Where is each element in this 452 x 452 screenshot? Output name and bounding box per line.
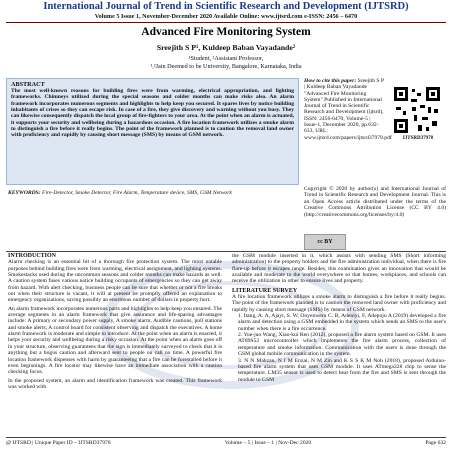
right-column bbox=[232, 253, 446, 383]
keywords bbox=[8, 190, 298, 196]
literature-heading: LITERATURE SURVEY bbox=[232, 287, 298, 294]
page-footer bbox=[6, 440, 446, 446]
introduction-heading: INTRODUCTION bbox=[8, 253, 57, 259]
abstract-heading: ABSTRACT bbox=[11, 81, 45, 88]
keywords-text: Fire-Detector, Smoke Detector, Fire Alarm, Temperature device, SMS, GSM Network bbox=[42, 190, 232, 196]
footer-page: Page 632 bbox=[425, 440, 446, 446]
cite-body: Sreejith S P | Kuldeep Baban Vayadande "Advanced Fire Monitoring System" Published in International Journal of Trend in Scientific Research and Development (ijtsrd), ISSN: 2456-6470, Volume-5 | Issue-1, December 2020, pp.632-633, URL: www.ijtsrd.com/papers/ijtsrd37978.pdf bbox=[304, 78, 392, 141]
paragraph: In the proposed system, an alarm and identification framework was created. This framework was worked with bbox=[8, 377, 222, 390]
volume-line: Volume 5 Issue 1, November-December 2020 Available Online: www.ijtsrd.com e-ISSN: 2456 – 6470 bbox=[94, 13, 358, 20]
introduction-paragraph: Alarm checking is an essential bit of a thorough fire protection system. The most notable purposes behind building fires were from warming, electrical assignment, and lighting systems. Smokestacks used during the uncommon seasons and colder months can make hazards as well. A caution system fuses various notice building occupants of emergencies so they can get away from hazard. With alert checking, business people can be sure that whether or not a fire breaks out when their structure is vacant, it will at present be promptly offered an explanation to emergency organizations, saving possibly an enormous number of dollars in property hurt. bbox=[8, 259, 222, 304]
reference-item: 2. Yue-juo Wang, Xiao-kui Ren (2012), proposed a fire alarm system based on GSM. It uses AT89S52 microcontroller which implements the fire alarm process, collection of temperature and smoke information. Communication with the users is done through the GSM global mobile communication in the system. bbox=[238, 332, 446, 358]
footer-paper-id: @ IJTSRD | Unique Paper ID – IJTSRD37978 bbox=[6, 440, 111, 446]
reference-item: 3. N N Mahzan, N I M Enzai, N M Zin and K S S K M Noh (2018), proposed Arduino-based fire alarm system that uses GSM module. It uses ATmega328 chip to sense the temperature. LM35 sensor is used to detect heat from the fire and SMS is sent through the module to GSM bbox=[238, 357, 446, 383]
literature-paragraph: A fire location framework utilizes a smoke alarm to distinguish a fire before it really begins. The point of the framework planned is to caution the removed land owner with proficiency and rapidly by causing short message (SMS) by means of GSM network. bbox=[232, 294, 446, 313]
cite-lead: How to cite this paper: bbox=[304, 78, 357, 84]
paper-id: IJTSRD37978 bbox=[402, 136, 434, 141]
cc-license-badge: cc BY bbox=[304, 234, 346, 250]
footer-rule bbox=[6, 437, 446, 438]
paragraph: An alarm framework incorporates numerous parts and highlights to help keep you ensured. The average segments in an alarm framework that give assurance and life-sparing advantages include: A primary or secondary power supply, A smoke alarm, Audible cautions, pull stations and smoke alerts, A control board for consistent observing and dispatch the executives. A home alarm framework is moderate and simple to introduce. At the point when an alarm is enacted, it helps your security and wellbeing during a risky occasion. At the point when an alarm goes off in your structure, observing guarantees that the sign is immediately surveyed to check that it is anything but a bogus caution and afterward sent to people on call no time. A powerful fire location framework dispenses with harm by guaranteeing that a fire can be forestalled before it even beginnings. A fire locator may likewise have an immediate association with a caution checking focus. bbox=[8, 305, 222, 376]
paragraph: the GSM module inserted in it, which assists with sending SMS (Short informing administration) to the property holders and the fire administration individual, when there is fire flare-up before it escapes range. Besides, this examination gives an innovation that would be available and moderate to the world everywhere so that homes, workplaces, and schools can receive the utilization in other to ensure lives and property. bbox=[232, 253, 446, 285]
journal-header bbox=[0, 0, 452, 21]
left-column bbox=[8, 253, 222, 390]
affiliation-2: ¹,²Jain Deemed to be University, Bangalore, Karnataka, India bbox=[150, 63, 302, 70]
abstract-box bbox=[6, 78, 299, 185]
section-separator bbox=[6, 251, 446, 252]
journal-name: International Journal of Trend in Scientific Research and Development (IJTSRD) bbox=[43, 1, 409, 12]
qr-code-icon bbox=[392, 85, 442, 135]
header-rule bbox=[6, 22, 446, 23]
abstract-text: The most well-known reasons for building fires were from warming, electrical appropriation, and lighting frameworks. Chimneys utilized during the special seasons and colder months can make risks also. An alarm framework incorporates numerous segments and highlights to help keep you secured. It spares lives by notice building inhabitants of crises so they can escape risk. In case of a fire, they give discovery and warning without you busy. They can likewise consequently dispatch the local group of fire-fighters to your area. At the point when an alarm is actuated, it supports your security and wellbeing during a hazardous occasion. A fire location framework utilizes a smoke alarm to distinguish a fire before it really begins. The point of the framework planned is to caution the removal land owner with proficiency and rapidly by causing short message (SMS) by means of GSM network. bbox=[11, 88, 294, 139]
keywords-label: KEYWORDS: bbox=[8, 190, 41, 196]
affiliation-1: ¹Student, ²Assistant Professor, bbox=[188, 55, 264, 62]
copyright-notice: Copyright © 2020 by author(s) and International Journal of Trend in Scientific Research and Development Journal. This is an Open Access article distributed under the terms of the Creative Commons Attribution License (CC BY 4.0) (http://creativecommons.org/licenses/by/4.0) bbox=[304, 186, 446, 218]
paper-title: Advanced Fire Monitoring System bbox=[141, 26, 311, 38]
footer-volume: Volume – 5 | Issue – 1 | Nov-Dec 2020 bbox=[224, 440, 312, 446]
paper-authors: Sreejith S P¹, Kuldeep Baban Vayadande² bbox=[156, 43, 296, 52]
reference-item: 1. Itang, A. A, Ajayi, S. W, Onyenweru C. B, Adeniyi, F, Adepoju A (2019) developed a fire alarm and detection using a GSM embedded in the system which sends an SMS to the user's number when there is a fire occurrence. bbox=[238, 313, 446, 332]
